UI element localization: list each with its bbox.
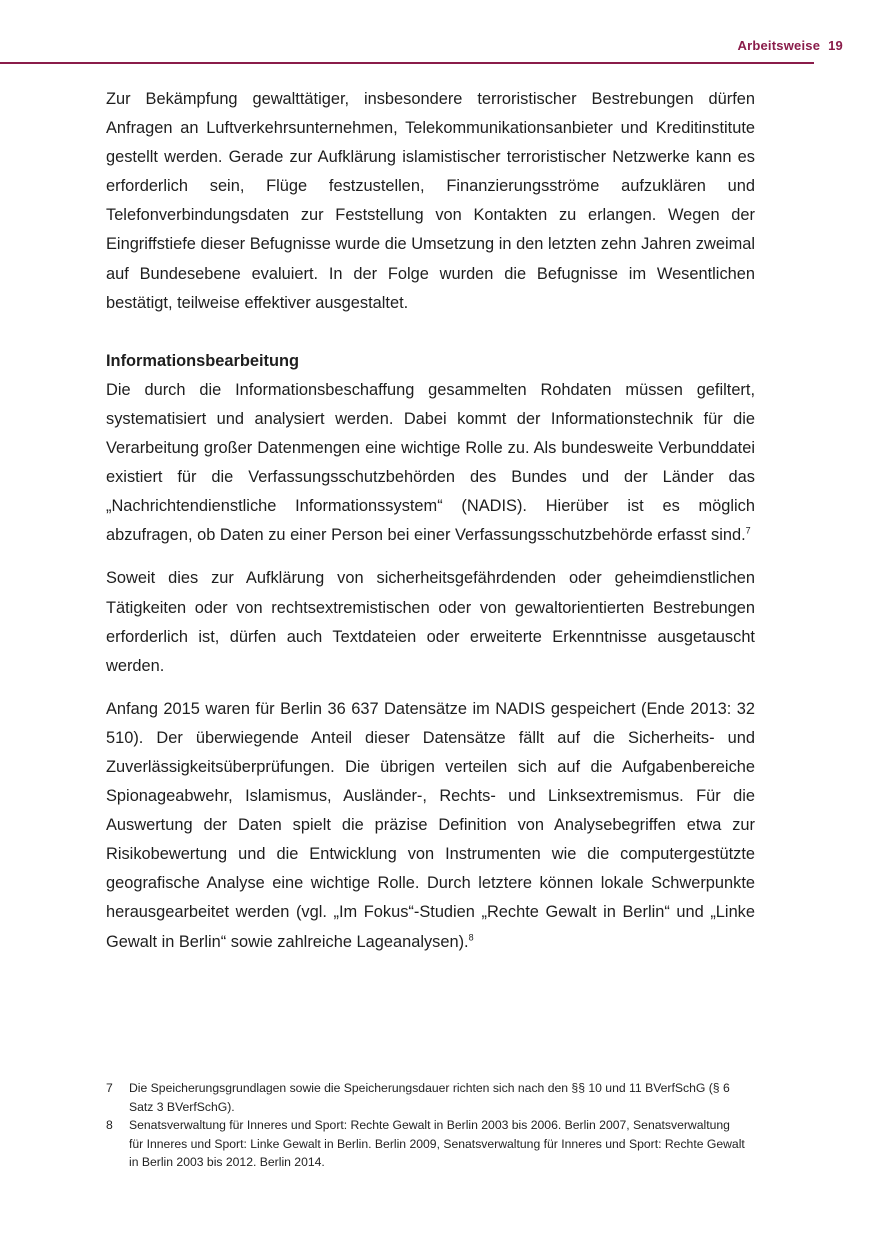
header-rule bbox=[0, 62, 814, 64]
footnote-ref-7[interactable]: 7 bbox=[745, 525, 751, 536]
page-number: 19 bbox=[828, 38, 843, 53]
footnote-7 bbox=[106, 1079, 746, 1116]
paragraph-befugnisse: Zur Bekämpfung gewalttätiger, insbesondere terroristischer Bestrebungen dürfen Anfragen an Luftverkehrsunternehmen, Telekommunikationsanbieter und Kreditinstitute gestellt werden. Gerade zur Aufklärung islamistischer terroristischer Netzwerke kann es erforderlich sein, Flüge festzustellen, Finanzierungsströme aufzuklären und Telefonverbindungsdaten zur Feststellung von Kontakten zu erlangen. Wegen der Eingriffstiefe dieser Befugnisse wurde die Umsetzung in den letzten zehn Jahren zweimal auf Bundesebene evaluiert. In der Folge wurden die Befugnisse im Wesentlichen bestätigt, teilweise effektiver ausgestaltet. bbox=[106, 90, 755, 312]
footnote-text: Die Speicherungsgrundlagen sowie die Speicherungsdauer richten sich nach den §§ 10 und 11 BVerfSchG (§ 6 Satz 3 BVerfSchG). bbox=[129, 1081, 730, 1114]
footnote-text: Senatsverwaltung für Inneres und Sport: Rechte Gewalt in Berlin 2003 bis 2006. Berlin 2007, Senatsverwaltung für Inneres und Sport: Linke Gewalt in Berlin. Berlin 2009, Senatsverwaltung für Inneres und Sport: Rechte Gewalt in Berlin 2003 bis 2012. Berlin 2014. bbox=[129, 1118, 745, 1170]
footnotes bbox=[106, 1079, 746, 1172]
paragraph-austausch: Soweit dies zur Aufklärung von sicherheitsgefährdenden oder geheimdienstlichen Tätigkeiten oder von rechtsextremistischen oder von gewaltorientierten Bestrebungen erforderlich ist, dürfen auch Textdateien oder erweiterte Erkenntnisse ausgetauscht werden. bbox=[106, 569, 755, 675]
section-title: Arbeitsweise bbox=[737, 38, 821, 53]
paragraph-datensaetze-text: Anfang 2015 waren für Berlin 36 637 Datensätze im NADIS gespeichert (Ende 2013: 32 510). Der überwiegende Anteil dieser Datensätze fällt auf die Sicherheits- und Zuverlässigkeitsüberprüfungen. Die übrigen verteilen sich auf die Aufgabenbereiche Spionageabwehr, Islamismus, Ausländer-, Rechts- und Linksextremismus. Für die Auswertung der Daten spielt die präzise Definition von Analysebegriffen etwa zur Risikobewertung und die Entwicklung von Instrumenten wie die computergestützte geografische Analyse eine wichtige Rolle. Durch letztere können lokale Schwerpunkte herausgearbeitet werden (vgl. „Im Fokus“-Studien „Rechte Gewalt in Berlin“ und „Linke Gewalt in Berlin“ sowie zahlreiche Lageanalysen). bbox=[106, 699, 755, 951]
main-content bbox=[106, 85, 755, 971]
paragraph-nadis-text: Die durch die Informationsbeschaffung gesammelten Rohdaten müssen gefiltert, systematisiert und analysiert werden. Dabei kommt der Informationstechnik für die Verarbeitung großer Datenmengen eine wichtige Rolle zu. Als bundesweite Verbunddatei existiert für die Verfassungsschutzbehörden des Bundes und der Länder das „Nachrichtendienstliche Informationssystem“ (NADIS). Hierüber ist es möglich abzufragen, ob Daten zu einer Person bei einer Verfassungsschutzbehörde erfasst sind. bbox=[106, 380, 755, 545]
paragraph-nadis bbox=[106, 376, 755, 551]
paragraph-datensaetze bbox=[106, 695, 755, 957]
footnote-number: 7 bbox=[106, 1081, 113, 1095]
section-heading: Informationsbearbeitung bbox=[106, 351, 300, 370]
footnote-ref-8[interactable]: 8 bbox=[468, 932, 474, 943]
footnote-number: 8 bbox=[106, 1118, 113, 1133]
running-header bbox=[738, 38, 843, 53]
footnote-8 bbox=[106, 1116, 746, 1172]
